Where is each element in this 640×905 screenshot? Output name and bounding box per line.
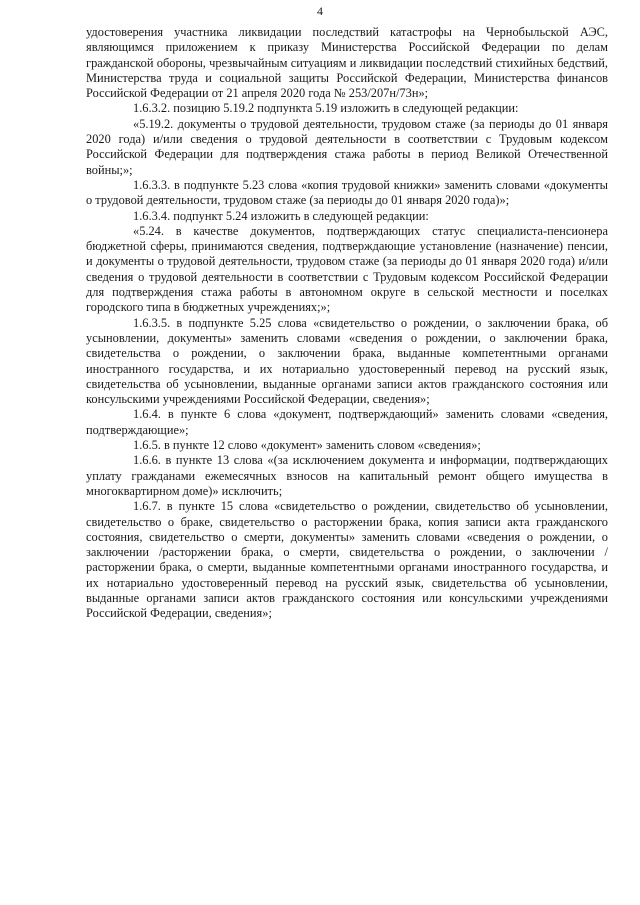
document-body — [86, 25, 608, 622]
page-number: 4 — [317, 4, 323, 18]
paragraph-1-6-5: 1.6.5. в пункте 12 слово «документ» заменить словом «сведения»; — [133, 438, 481, 453]
paragraph-continuation: удостоверения участника ликвидации последствий катастрофы на Чернобыльской АЭС, являющимся приложением к приказу Министерства Российской Федерации по делам гражданской обороны, чрезвычайным ситуациям и ликвидации последствий стихийных бедствий, Министерства труда и социальной защиты Российской Федерации, Министерства финансов Российской Федерации от 21 апреля 2020 года № 253/207н/73н»; — [86, 25, 608, 101]
paragraph-1-6-3-5: 1.6.3.5. в подпункте 5.25 слова «свидетельство о рождении, о заключении брака, об усыновлении, документы» заменить словами «сведения о рождении, о заключении брака, свидетельства о рождении, о заключении брака, выданные компетентными органами иностранного государства, и их нотариально удостоверенный перевод на русский язык, свидетельства об усыновлении, выданные органами записи актов гражданского состояния или консульскими учреждениями Российской Федерации, сведения»; — [86, 315, 608, 407]
paragraph-1-6-3-4: 1.6.3.4. подпункт 5.24 изложить в следующей редакции: — [133, 208, 429, 223]
paragraph-5-19-2-quote: «5.19.2. документы о трудовой деятельности, трудовом стаже (за периоды до 01 января 2020 года) и/или сведения о трудовой деятельности в соответствии с Трудовым кодексом Российской Федерации для подтверждения стажа работы в период Великой Отечественной войны;»; — [86, 116, 608, 177]
paragraph-1-6-3-3: 1.6.3.3. в подпункте 5.23 слова «копия трудовой книжки» заменить словами «документы о трудовой деятельности, трудовом стаже (за периоды до 01 января 2020 года)»; — [86, 177, 608, 208]
paragraph-1-6-6: 1.6.6. в пункте 13 слова «(за исключением документа и информации, подтверждающих уплату гражданами ежемесячных взносов на капитальный ремонт общего имущества в многоквартирном доме)» исключить; — [86, 453, 608, 498]
paragraph-1-6-3-2: 1.6.3.2. позицию 5.19.2 подпункта 5.19 изложить в следующей редакции: — [133, 101, 519, 116]
paragraph-1-6-4: 1.6.4. в пункте 6 слова «документ, подтверждающий» заменить словами «сведения, подтверждающие»; — [86, 407, 608, 437]
paragraph-5-24-quote: «5.24. в качестве документов, подтверждающих статус специалиста-пенсионера бюджетной сферы, принимаются сведения, подтверждающие установление (назначение) пенсии, и документы о трудовой деятельности, трудовом стаже (за периоды до 01 января 2020 года) и/или сведения о трудовой деятельности в соответствии с Трудовым кодексом Российской Федерации для подтверждения стажа работы в автономном округе в сельской местности и поселках городского типа в бюджетных учреждениях;»; — [86, 223, 608, 315]
paragraph-1-6-7: 1.6.7. в пункте 15 слова «свидетельство о рождении, свидетельство об усыновлении, свидетельство о браке, свидетельство о расторжении брака, копия записи акта гражданского состояния, свидетельство о смерти, документы» заменить словами «сведения о рождении, о заключении /расторжении брака, о смерти, свидетельства о рождении, о заключении /расторжении брака, о смерти, выданные компетентными органами иностранного государства, и их нотариально удостоверенный перевод на русский язык, свидетельства об усыновлении, выданные органами записи актов гражданского состояния или консульскими учреждениями Российской Федерации, сведения»; — [86, 499, 608, 621]
